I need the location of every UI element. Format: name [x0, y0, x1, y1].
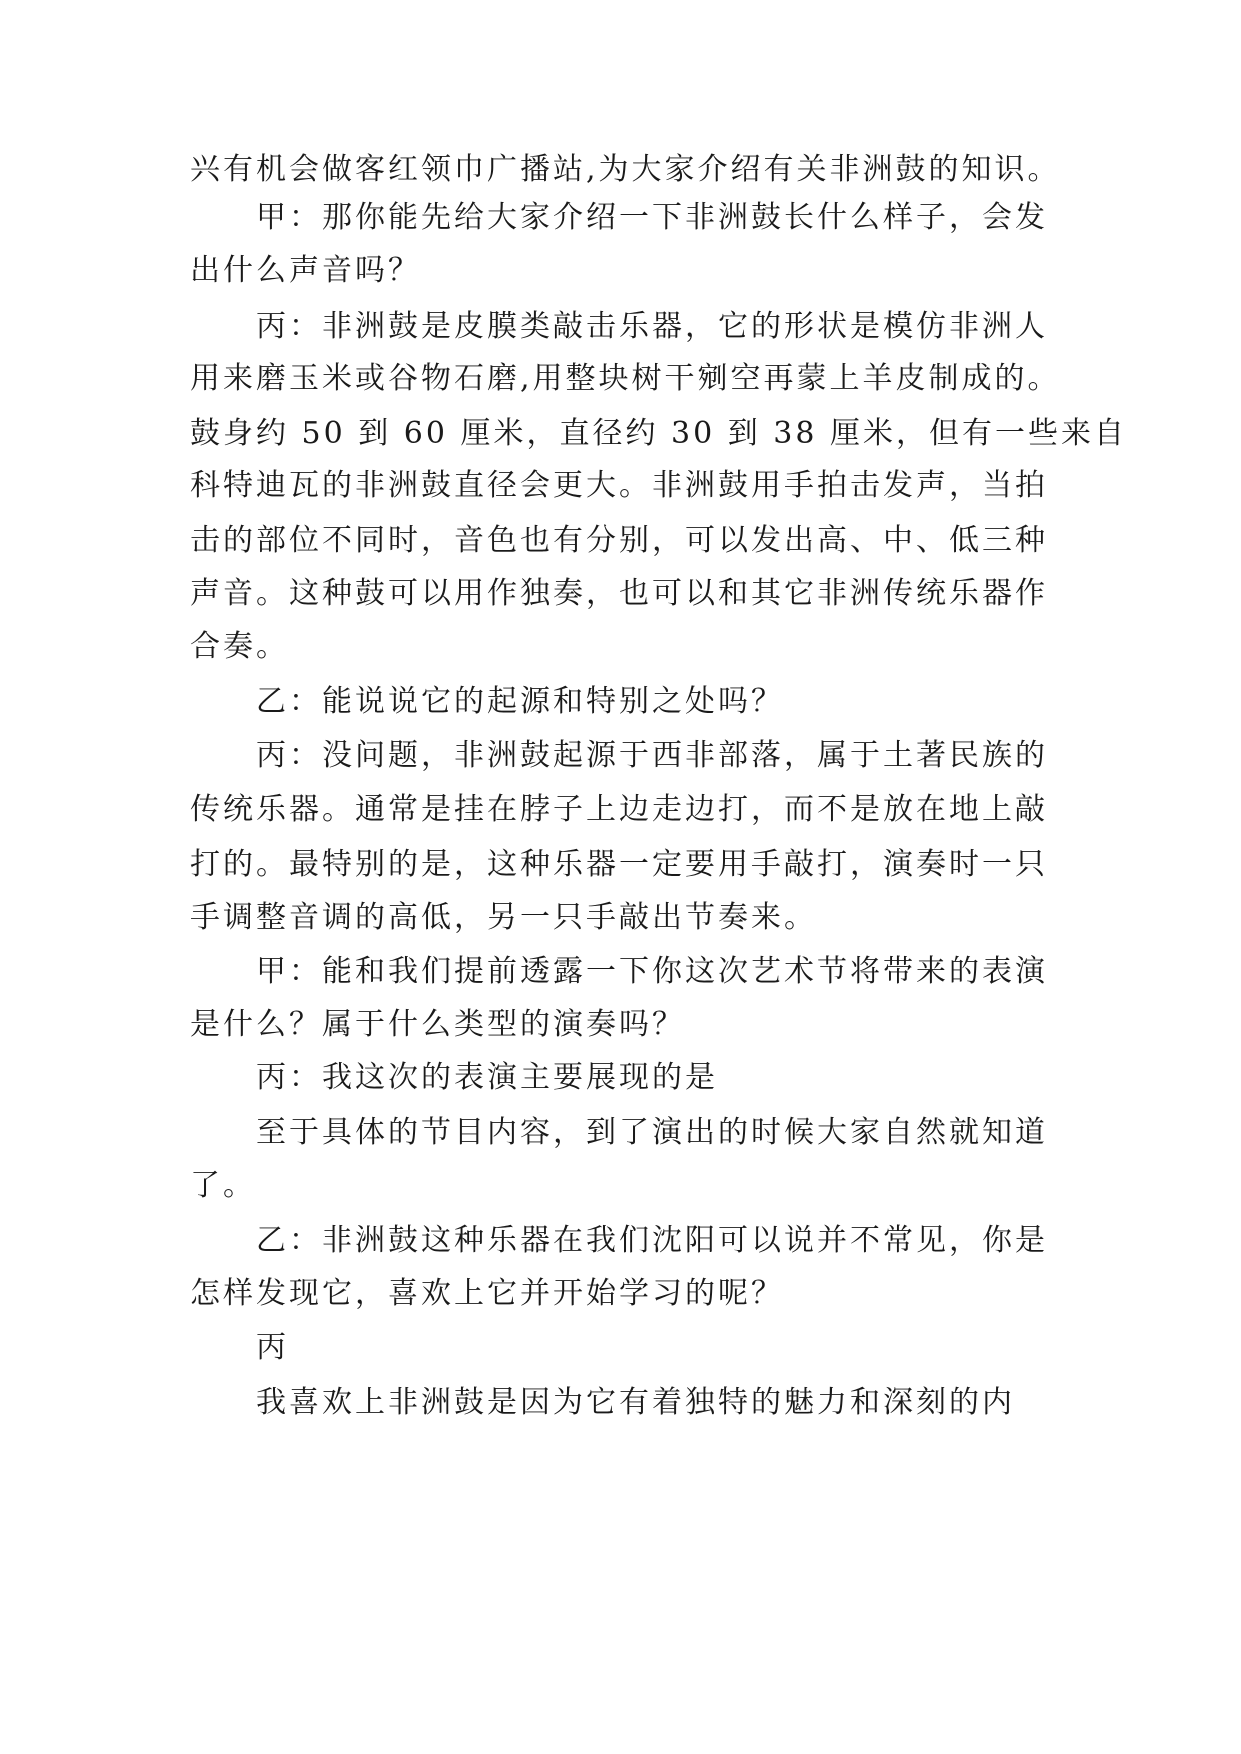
text-line: 是什么？属于什么类型的演奏吗？	[190, 1007, 685, 1042]
text-line: 丙：没问题，非洲鼓起源于西非部落，属于土著民族的	[256, 738, 1048, 773]
text-line: 了。	[190, 1168, 256, 1203]
text-line: 甲：能和我们提前透露一下你这次艺术节将带来的表演	[256, 954, 1048, 989]
text-line: 乙：能说说它的起源和特别之处吗？	[256, 684, 784, 719]
text-line: 传统乐器。通常是挂在脖子上边走边打，而不是放在地上敲	[190, 792, 1048, 827]
text-line: 丙：非洲鼓是皮膜类敲击乐器，它的形状是模仿非洲人	[256, 309, 1048, 344]
text-line: 丙：我这次的表演主要展现的是	[256, 1060, 718, 1095]
text-line: 合奏。	[190, 629, 289, 664]
text-line: 击的部位不同时，音色也有分别，可以发出高、中、低三种	[190, 523, 1048, 558]
text-line: 手调整音调的高低，另一只手敲出节奏来。	[190, 900, 817, 935]
text-line: 兴有机会做客红领巾广播站,为大家介绍有关非洲鼓的知识。	[190, 152, 1061, 187]
text-line: 用来磨玉米或谷物石磨,用整块树干剜空再蒙上羊皮制成的。	[190, 361, 1061, 396]
text-line: 出什么声音吗？	[190, 253, 421, 288]
text-line: 至于具体的节目内容，到了演出的时候大家自然就知道	[256, 1115, 1048, 1150]
text-line: 打的。最特别的是，这种乐器一定要用手敲打，演奏时一只	[190, 847, 1048, 882]
text-line: 声音。这种鼓可以用作独奏，也可以和其它非洲传统乐器作	[190, 576, 1048, 611]
text-line: 怎样发现它，喜欢上它并开始学习的呢？	[190, 1276, 784, 1311]
text-line: 鼓身约 50 到 60 厘米，直径约 30 到 38 厘米，但有一些来自	[190, 416, 1127, 451]
text-line: 科特迪瓦的非洲鼓直径会更大。非洲鼓用手拍击发声，当拍	[190, 468, 1048, 503]
text-line: 我喜欢上非洲鼓是因为它有着独特的魅力和深刻的内	[256, 1385, 1015, 1420]
text-line: 丙	[256, 1330, 289, 1365]
text-line: 乙：非洲鼓这种乐器在我们沈阳可以说并不常见，你是	[256, 1223, 1048, 1258]
text-line: 甲：那你能先给大家介绍一下非洲鼓长什么样子，会发	[256, 200, 1048, 235]
